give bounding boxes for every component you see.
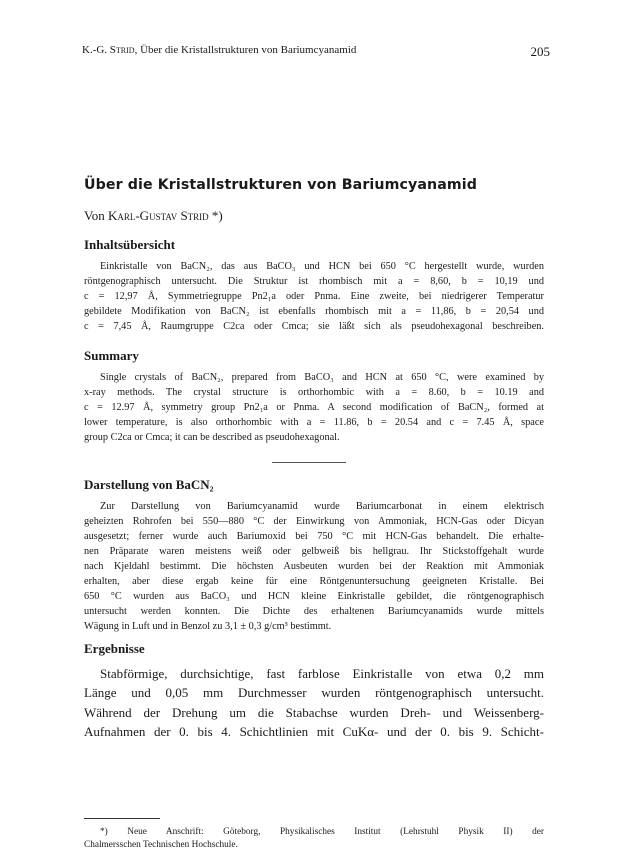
abstract-en-line: x-ray methods. The crystal structure is orthorhombic with a = 8.60, b = 10.19 and	[84, 387, 544, 398]
byline-footnote-mark: *)	[211, 208, 223, 223]
byline-prefix: Von	[84, 208, 105, 223]
abstract-en-line: Single crystals of BaCN₂, prepared from BaCO₃ and HCN at 650 °C, were examined by	[100, 372, 544, 383]
heading-inhaltsuebersicht: Inhaltsübersicht	[84, 237, 176, 252]
body-line: Zur Darstellung von Bariumcyanamid wurde Bariumcarbonat in einem elektrisch	[100, 501, 544, 512]
body-line-large: Aufnahmen der 0. bis 4. Schichtlinien mit CuKα- und der 0. bis 9. Schicht-	[84, 724, 544, 740]
body-line: nen Präparate waren meistens weiß oder gelbweiß bis hellgrau. Ihr Stickstoffgehalt wurde	[84, 546, 544, 557]
abstract-german	[84, 259, 544, 334]
body-line-large: Stabförmige, durchsichtige, fast farblose Einkristalle von etwa 0,2 mm	[100, 666, 544, 681]
abstract-english	[84, 370, 544, 445]
abstract-de-line: gebildete Modifikation von BaCN₂ ist ebenfalls rhombisch mit a = 11,86, b = 20,54 und	[84, 306, 544, 317]
footnote-line: Chalmersschen Technischen Hochschule.	[84, 840, 238, 850]
abstract-de-line: Einkristalle von BaCN₂, das aus BaCO₃ und HCN bei 650 °C hergestellt wurde, wurden	[100, 261, 544, 272]
body-line-large: Während der Drehung um die Stabachse wurden Dreh- und Weissenberg-	[84, 704, 544, 720]
abstract-en-line: lower temperature, is also orthorhombic with a = 11.86, b = 20.54 and c = 7.45 Å, space	[84, 417, 544, 428]
body-line: 650 °C wurden aus BaCO₃ und HCN kleine Einkristalle gebildet, die röntgenographisch	[84, 591, 544, 602]
body-line: untersucht werden konnten. Die Dichte des erhaltenen Bariumcyanamids wurde mittels	[84, 606, 544, 617]
byline-author: Karl-Gustav Strid	[107, 208, 209, 223]
body-line: nach Kjeldahl bestimmt. Die höchsten Ausbeuten wurden bei der Reaktion mit Ammoniak	[84, 561, 544, 572]
abstract-en-line: c = 12.97 Å, symmetry group Pn2₁a or Pnma. A second modification of BaCN₂, formed at	[84, 402, 544, 413]
footnote	[84, 826, 544, 852]
article-byline	[84, 208, 223, 224]
body-line: erhalten, aber diese ergab keine für eine Röntgenuntersuchung geeigneten Kristalle. Bei	[84, 576, 544, 587]
abstract-de-line: röntgenographisch untersucht. Die Struktur ist rhombisch mit a = 8,60, b = 10,19 und	[84, 276, 544, 287]
running-header-author: K.-G. Strid,	[82, 44, 138, 56]
body-line-large: Länge und 0,05 mm Durchmesser wurden röntgenographisch untersucht.	[84, 685, 544, 701]
article-title: Über die Kristallstrukturen von Bariumcyanamid	[84, 177, 477, 193]
heading-summary: Summary	[84, 348, 139, 363]
ergebnisse-text	[84, 664, 544, 742]
section-separator	[272, 462, 346, 463]
footnote-rule	[84, 818, 160, 819]
abstract-en-line: group C2ca or Cmca; it can be described as pseudohexagonal.	[84, 432, 340, 443]
body-line: ausgesetzt; ferner wurde auch Bariumoxid bei 750 °C mit HCN-Gas behandelt. Die erhalte-	[84, 531, 544, 542]
darstellung-text	[84, 499, 544, 634]
body-line: Wägung in Luft und in Benzol zu 3,1 ± 0,3 g/cm³ bestimmt.	[84, 621, 332, 632]
footnote-line: *) Neue Anschrift: Göteborg, Physikalisches Institut (Lehrstuhl Physik II) der	[100, 827, 544, 837]
page-number: 205	[530, 44, 550, 59]
running-header	[82, 44, 550, 59]
running-header-title: Über die Kristallstrukturen von Bariumcyanamid	[140, 44, 357, 56]
abstract-de-line: c = 7,45 Å, Raumgruppe C2ca oder Cmca; sie läßt sich als pseudohexagonal beschreiben.	[84, 321, 544, 332]
heading-ergebnisse: Ergebnisse	[84, 641, 145, 656]
abstract-de-line: c = 12,97 Å, Symmetriegruppe Pn2₁a oder Pnma. Eine zweite, bei niedrigerer Temperatur	[84, 291, 544, 302]
heading-darstellung: Darstellung von BaCN₂	[84, 477, 214, 492]
body-line: geheizten Rohrofen bei 550—880 °C der Einwirkung von Ammoniak, HCN-Gas oder Dicyan	[84, 516, 544, 527]
